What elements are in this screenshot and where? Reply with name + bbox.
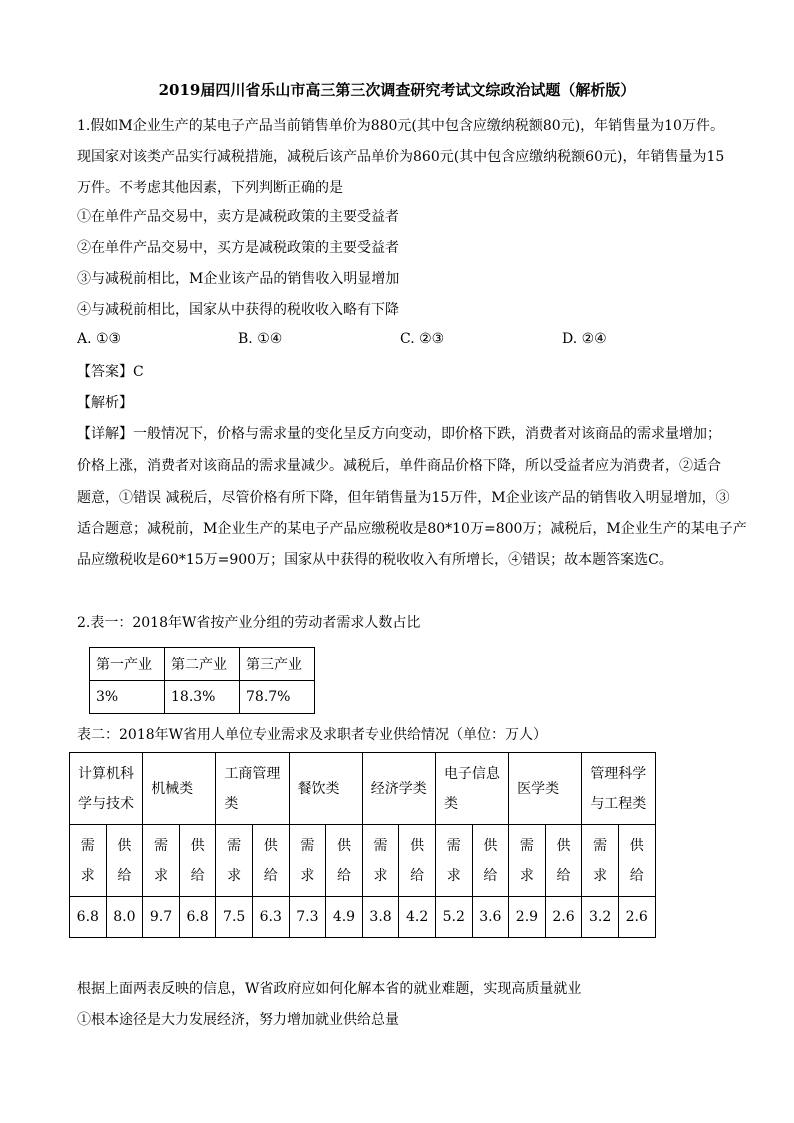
table-row (90, 681, 315, 714)
option-b: B. ①④ (238, 331, 283, 347)
document-title: 2019届四川省乐山市高三第三次调查研究考试文综政治试题（解析版） (158, 81, 636, 99)
category-cell (70, 753, 143, 825)
demand-header-cell (509, 825, 546, 897)
detail-line-4: 适合题意；减税前，M企业生产的某电子产品应缴税收是80*10万=800万；减税后，M企业生产的某电子产 (77, 521, 747, 537)
table-cell: 8.0 (106, 897, 143, 938)
demand-char: 需 (300, 837, 315, 854)
detail-line-1: 【详解】一般情况下，价格与需求量的变化呈反方向变动，即价格下跌，消费者对该商品的需求量增加； (77, 426, 721, 442)
demand-header-cell (143, 825, 180, 897)
supply-char: 供 (483, 837, 498, 854)
demand-char: 需 (153, 837, 168, 854)
category-line: 与工程类 (590, 795, 647, 812)
category-cell (509, 753, 582, 825)
supply-char: 给 (629, 867, 644, 884)
option-c: C. ②③ (400, 331, 445, 347)
category-line: 医学类 (517, 780, 560, 797)
table-cell: 5.2 (435, 897, 472, 938)
category-line: 餐饮类 (297, 780, 340, 797)
table-cell: 18.3% (165, 681, 240, 714)
table-cell: 2.9 (509, 897, 546, 938)
detail-line-2: 价格上涨，消费者对该商品的需求量减少。减税后，单件商品价格下降，所以受益者应为消费者，②适合 (77, 458, 721, 474)
demand-header-cell (362, 825, 399, 897)
demand-char: 需 (373, 837, 388, 854)
supply-header-cell (179, 825, 216, 897)
table-header-cell: 第三产业 (240, 648, 315, 681)
table-cell: 78.7% (240, 681, 315, 714)
table-cell: 6.8 (179, 897, 216, 938)
category-line: 机械类 (151, 780, 194, 797)
table-cell: 3.6 (472, 897, 509, 938)
answer-label: 【答案】C (77, 364, 144, 380)
option-d: D. ②④ (562, 331, 607, 347)
supply-char: 给 (336, 867, 351, 884)
supply-char: 给 (190, 867, 205, 884)
analysis-label: 【解析】 (77, 395, 133, 411)
table-cell: 4.9 (326, 897, 363, 938)
supply-header-cell (252, 825, 289, 897)
table-cell: 6.8 (70, 897, 107, 938)
table-header-cell: 第一产业 (90, 648, 165, 681)
demand-header-cell (216, 825, 253, 897)
demand-char: 求 (80, 867, 95, 884)
detail-line-5: 品应缴税收是60*15万=900万；国家从中获得的税收收入有所增长，④错误；故本题答案选C。 (77, 552, 673, 568)
category-line: 类 (443, 795, 458, 812)
category-cell (362, 753, 435, 825)
category-line: 管理科学 (590, 765, 647, 782)
q1-stem-line-3: 万件。不考虑其他因素，下列判断正确的是 (77, 180, 343, 196)
industry-share-table (89, 647, 315, 714)
detail-line-3: 题意，①错误 减税后，尽管价格有所下降，但年销售量为15万件，M企业该产品的销售收入明显增加，③ (77, 490, 730, 506)
q1-stem-line-1: 1.假如M企业生产的某电子产品当前销售单价为880元(其中包含应缴纳税额80元)，年销售量为10万件。 (77, 118, 724, 134)
supply-char: 供 (263, 837, 278, 854)
supply-char: 供 (117, 837, 132, 854)
q1-options (77, 331, 717, 351)
supply-char: 供 (629, 837, 644, 854)
demand-char: 求 (446, 867, 461, 884)
table-cell: 6.3 (252, 897, 289, 938)
category-cell (582, 753, 655, 825)
demand-char: 求 (519, 867, 534, 884)
category-cell (216, 753, 289, 825)
table-row (70, 753, 656, 825)
supply-char: 供 (336, 837, 351, 854)
category-cell (435, 753, 508, 825)
demand-char: 求 (227, 867, 242, 884)
q1-statement-2: ②在单件产品交易中，买方是减税政策的主要受益者 (77, 240, 399, 256)
table-cell: 2.6 (545, 897, 582, 938)
option-a: A. ①③ (77, 331, 122, 347)
table-cell: 3.2 (582, 897, 619, 938)
q1-statement-1: ①在单件产品交易中，卖方是减税政策的主要受益者 (77, 209, 399, 225)
table-cell: 7.3 (289, 897, 326, 938)
demand-char: 求 (153, 867, 168, 884)
major-supply-demand-table (69, 752, 656, 938)
category-line: 电子信息 (443, 765, 500, 782)
supply-header-cell (472, 825, 509, 897)
category-line: 工商管理 (224, 765, 281, 782)
supply-char: 供 (410, 837, 425, 854)
demand-char: 需 (446, 837, 461, 854)
table-cell: 3% (90, 681, 165, 714)
q1-statement-4: ④与减税前相比，国家从中获得的税收收入略有下降 (77, 302, 399, 318)
demand-char: 需 (593, 837, 608, 854)
table1-caption: 2.表一：2018年W省按产业分组的劳动者需求人数占比 (77, 615, 421, 631)
table-cell: 4.2 (399, 897, 436, 938)
table-row (70, 825, 656, 897)
table-row (90, 648, 315, 681)
demand-header-cell (435, 825, 472, 897)
category-line: 计算机科 (78, 765, 134, 782)
table2-caption: 表二：2018年W省用人单位专业需求及求职者专业供给情况（单位：万人） (77, 727, 548, 743)
supply-char: 给 (410, 867, 425, 884)
supply-char: 供 (190, 837, 205, 854)
q1-stem-line-2: 现国家对该类产品实行减税措施，减税后该产品单价为860元(其中包含应缴纳税额60元)，年销售量为15 (77, 149, 725, 165)
table-cell: 2.6 (618, 897, 655, 938)
demand-char: 求 (593, 867, 608, 884)
category-cell (143, 753, 216, 825)
demand-header-cell (289, 825, 326, 897)
table-cell: 7.5 (216, 897, 253, 938)
demand-char: 需 (227, 837, 242, 854)
supply-char: 给 (483, 867, 498, 884)
category-line: 类 (224, 795, 239, 812)
table-cell: 9.7 (143, 897, 180, 938)
supply-char: 给 (263, 867, 278, 884)
q1-statement-3: ③与减税前相比，M企业该产品的销售收入明显增加 (77, 271, 400, 287)
demand-header-cell (70, 825, 107, 897)
supply-header-cell (545, 825, 582, 897)
demand-char: 需 (519, 837, 534, 854)
supply-char: 供 (556, 837, 571, 854)
supply-header-cell (106, 825, 143, 897)
category-cell (289, 753, 362, 825)
demand-char: 求 (373, 867, 388, 884)
table-cell: 3.8 (362, 897, 399, 938)
q2-statement-1: ①根本途径是大力发展经济，努力增加就业供给总量 (77, 1012, 399, 1028)
demand-char: 求 (300, 867, 315, 884)
supply-header-cell (399, 825, 436, 897)
q2-question: 根据上面两表反映的信息，W省政府应如何化解本省的就业难题，实现高质量就业 (77, 981, 582, 997)
supply-header-cell (618, 825, 655, 897)
supply-header-cell (326, 825, 363, 897)
demand-header-cell (582, 825, 619, 897)
category-line: 学与技术 (78, 795, 134, 812)
supply-char: 给 (556, 867, 571, 884)
table-header-cell: 第二产业 (165, 648, 240, 681)
demand-char: 需 (80, 837, 95, 854)
supply-char: 给 (117, 867, 132, 884)
category-line: 经济学类 (370, 780, 427, 797)
table-row (70, 897, 656, 938)
